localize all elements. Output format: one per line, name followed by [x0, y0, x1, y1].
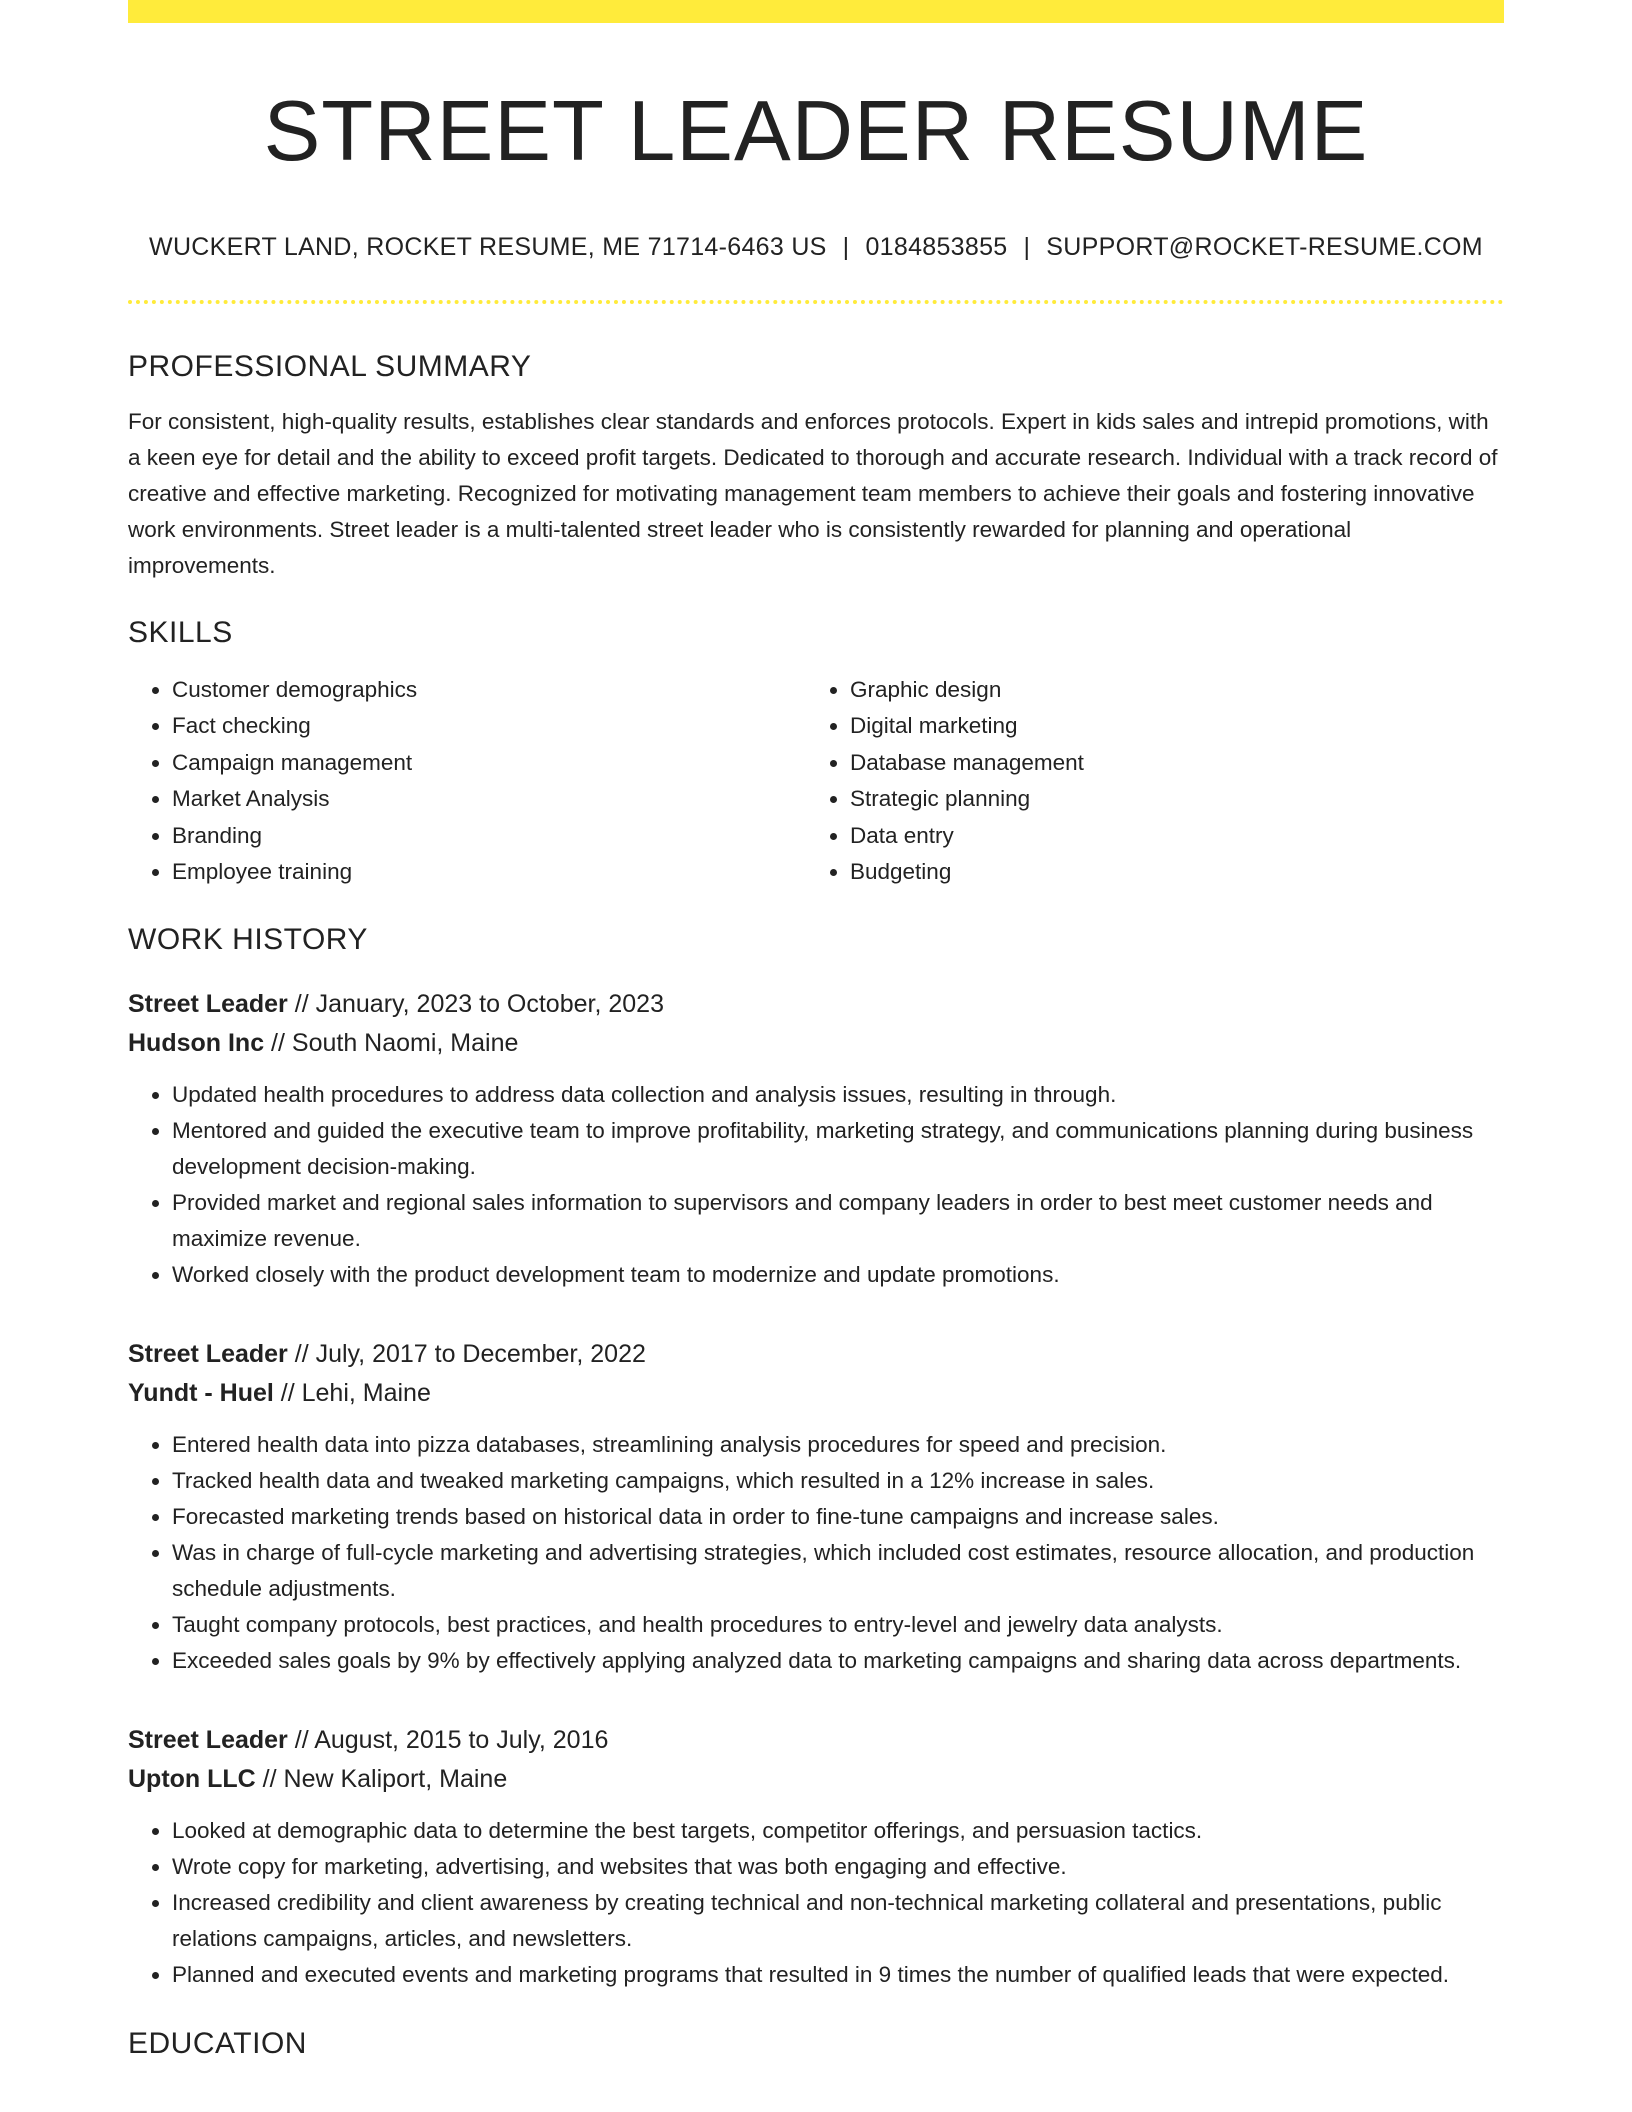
professional-summary-section [128, 350, 1504, 584]
job-title: Street Leader [128, 989, 288, 1018]
skills-section [128, 616, 1504, 891]
skill-item: • Fact checking [172, 708, 806, 745]
summary-text: For consistent, high-quality results, establishes clear standards and enforces protocols. Expert in kids sales and intrepid promotions, with a keen eye for detail and the ability to exceed profit targets. Dedicated to thorough and accurate research. Individual with a track record of creative and effective marketing. Recognized for motivating management team members to achieve their goals and fostering innovative work environments. Street leader is a multi-talented street leader who is consistently rewarded for planning and operational improvements. [128, 408, 1498, 578]
job-bullet: • Looked at demographic data to determine the best targets, competitor offerings, and persuasion tactics. [172, 1813, 1504, 1849]
job-entry [128, 985, 1504, 1293]
contact-email: SUPPORT@ROCKET-RESUME.COM [1046, 232, 1483, 261]
skill-item: • Data entry [850, 818, 1484, 855]
section-heading: SKILLS [128, 615, 233, 649]
job-title-line [128, 1721, 1504, 1760]
contact-address: WUCKERT LAND, ROCKET RESUME, ME 71714-6463 US [149, 232, 827, 261]
skill-item: • Digital marketing [850, 708, 1484, 745]
skill-item: • Strategic planning [850, 781, 1484, 818]
skill-item: • Customer demographics [172, 672, 806, 709]
job-bullet: • Taught company protocols, best practices, and health procedures to entry-level and jewelry data analysts. [172, 1607, 1504, 1643]
job-title: Street Leader [128, 1725, 288, 1754]
job-bullet: • Worked closely with the product development team to modernize and update promotions. [172, 1257, 1504, 1293]
job-bullets [128, 1077, 1504, 1293]
education-section [128, 2027, 1504, 2061]
job-dates: // August, 2015 to July, 2016 [287, 1725, 609, 1754]
skills-column-left [128, 672, 806, 891]
job-location: // Lehi, Maine [273, 1378, 431, 1407]
job-bullet: • Was in charge of full-cycle marketing and advertising strategies, which included cost estimates, resource allocation, and production schedule adjustments. [172, 1535, 1504, 1607]
job-dates: // July, 2017 to December, 2022 [287, 1339, 646, 1368]
job-bullet: • Planned and executed events and marketing programs that resulted in 9 times the number of qualified leads that were expected. [172, 1957, 1504, 1993]
job-bullet: • Updated health procedures to address data collection and analysis issues, resulting in through. [172, 1077, 1504, 1113]
skill-item: • Employee training [172, 854, 806, 891]
resume-title: STREET LEADER RESUME [263, 84, 1369, 179]
contact-separator: | [1023, 232, 1031, 261]
contact-separator: | [842, 232, 850, 261]
section-heading: EDUCATION [128, 2026, 307, 2060]
skill-item: • Budgeting [850, 854, 1484, 891]
job-title-line [128, 985, 1504, 1024]
contact-phone: 0184853855 [865, 232, 1008, 261]
dotted-divider [128, 300, 1504, 304]
job-bullet: • Tracked health data and tweaked marketing campaigns, which resulted in a 12% increase in sales. [172, 1463, 1504, 1499]
skill-item: • Market Analysis [172, 781, 806, 818]
skills-grid [128, 672, 1504, 891]
job-bullet: • Increased credibility and client awareness by creating technical and non-technical marketing collateral and presentations, public relations campaigns, articles, and newsletters. [172, 1885, 1504, 1957]
resume-page [128, 0, 1504, 2061]
skill-item: • Campaign management [172, 745, 806, 782]
skill-item: • Database management [850, 745, 1484, 782]
job-company-line [128, 1760, 1504, 1799]
job-bullets [128, 1427, 1504, 1679]
work-history-section [128, 923, 1504, 1993]
job-company: Yundt - Huel [128, 1378, 274, 1407]
job-bullet: • Forecasted marketing trends based on historical data in order to fine-tune campaigns and increase sales. [172, 1499, 1504, 1535]
top-accent-bar [128, 0, 1504, 23]
skills-column-right [806, 672, 1484, 891]
skill-item: • Branding [172, 818, 806, 855]
job-bullet: • Entered health data into pizza databases, streamlining analysis procedures for speed and precision. [172, 1427, 1504, 1463]
section-heading: PROFESSIONAL SUMMARY [128, 349, 532, 383]
job-company-line [128, 1374, 1504, 1413]
job-company: Upton LLC [128, 1764, 256, 1793]
job-bullet: • Exceeded sales goals by 9% by effectively applying analyzed data to marketing campaigns and sharing data across departments. [172, 1643, 1504, 1679]
job-bullet: • Wrote copy for marketing, advertising, and websites that was both engaging and effective. [172, 1849, 1504, 1885]
section-heading: WORK HISTORY [128, 922, 368, 956]
job-company: Hudson Inc [128, 1028, 265, 1057]
skill-item: • Graphic design [850, 672, 1484, 709]
job-entry [128, 1721, 1504, 1993]
contact-line [128, 233, 1504, 262]
job-bullet: • Mentored and guided the executive team to improve profitability, marketing strategy, and communications planning during business development decision-making. [172, 1113, 1504, 1185]
job-title-line [128, 1335, 1504, 1374]
job-dates: // January, 2023 to October, 2023 [287, 989, 664, 1018]
job-title: Street Leader [128, 1339, 288, 1368]
job-company-line [128, 1024, 1504, 1063]
job-location: // New Kaliport, Maine [255, 1764, 508, 1793]
job-bullet: • Provided market and regional sales information to supervisors and company leaders in order to best meet customer needs and maximize revenue. [172, 1185, 1504, 1257]
job-location: // South Naomi, Maine [264, 1028, 519, 1057]
job-bullets [128, 1813, 1504, 1993]
job-entry [128, 1335, 1504, 1679]
